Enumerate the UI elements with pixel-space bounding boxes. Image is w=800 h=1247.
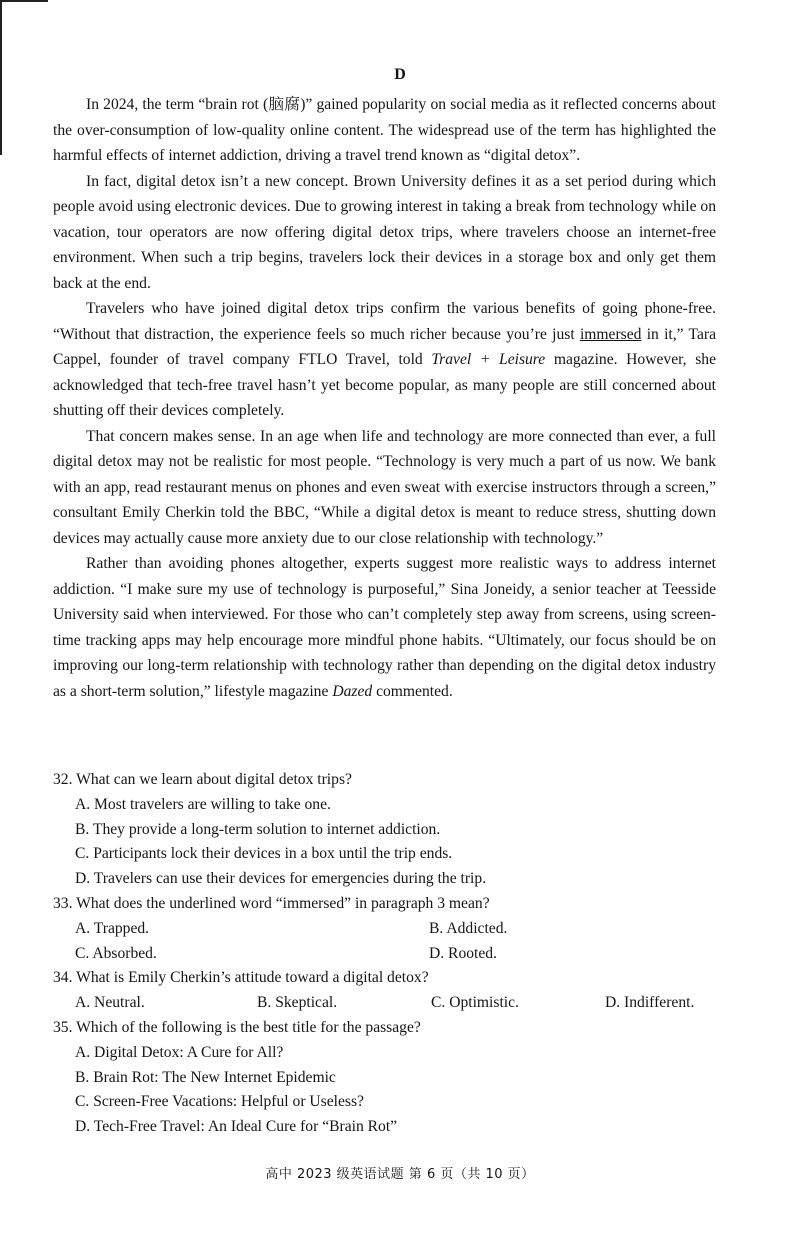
option-d: D. Travelers can use their devices for emergencies during the trip. (75, 870, 487, 888)
magazine-title: Travel + Leisure (431, 351, 546, 368)
option-c: C. Participants lock their devices in a box until the trip ends. (75, 845, 453, 863)
paragraph-3 (53, 296, 716, 424)
option-d: D. Tech-Free Travel: An Ideal Cure for “Brain Rot” (75, 1118, 398, 1136)
reading-passage (53, 92, 716, 704)
paragraph-3-text-c: magazine. However, she acknowledged that tech-free travel hasn’t yet become popular, as many people are still concerned about shutting off their devices completely. (53, 351, 717, 419)
question-34 (53, 966, 743, 1016)
option-c: C. Screen-Free Vacations: Helpful or Useless? (75, 1093, 364, 1111)
option-row (53, 991, 743, 1016)
option-d: D. Rooted. (429, 944, 498, 962)
option-a: A. Neutral. (75, 994, 145, 1012)
option-b: B. They provide a long-term solution to internet addiction. (75, 820, 441, 838)
paragraph-3-text-b: in it,” Tara Cappel, founder of travel company FTLO Travel, told (53, 325, 717, 368)
question-stem: 33. What does the underlined word “immersed” in paragraph 3 mean? (53, 894, 490, 912)
paragraph-1: In 2024, the term “brain rot (脑腐)” gained popularity on social media as it reflected concerns about the over-consumption of low-quality online content. The widespread use of the term has highlighted the harmful effects of internet addiction, driving a travel trend known as “digital detox”. (53, 96, 716, 164)
question-stem: 35. Which of the following is the best title for the passage? (53, 1018, 421, 1036)
option-c: C. Absorbed. (75, 944, 157, 962)
section-heading: D (394, 66, 406, 83)
question-32 (53, 768, 743, 892)
option-a: A. Most travelers are willing to take one. (75, 795, 331, 813)
question-stem: 32. What can we learn about digital detox trips? (53, 771, 352, 788)
page-footer: 高中 2023 级英语试题 第 6 页（共 10 页） (265, 1167, 535, 1182)
paragraph-5-text-b: commented. (372, 682, 453, 700)
question-35 (53, 1016, 743, 1140)
option-grid (53, 917, 743, 967)
option-b: B. Brain Rot: The New Internet Epidemic (75, 1068, 336, 1086)
question-stem: 34. What is Emily Cherkin’s attitude toward a digital detox? (53, 969, 429, 987)
option-b: B. Addicted. (429, 919, 508, 937)
option-a: A. Trapped. (75, 919, 150, 937)
paragraph-5 (53, 551, 716, 704)
paragraph-3-text-a: Travelers who have joined digital detox trips confirm the various benefits of going phone-free. “Without that distraction, the experience feels so much richer because you’re just (53, 300, 716, 343)
option-d: D. Indifferent. (605, 994, 695, 1012)
paragraph-5-text-a: Rather than avoiding phones altogether, experts suggest more realistic ways to address internet addiction. “I make sure my use of technology is purposeful,” Sina Joneidy, a senior teacher at Teesside University said when interviewed. For those who can’t completely step away from screens, using screen-time tracking apps may help encourage more mindful phone habits. “Ultimately, our focus should be on improving our long-term relationship with technology rather than depending on the digital detox industry as a short-term solution,” lifestyle magazine (53, 555, 716, 700)
question-33 (53, 892, 743, 966)
paragraph-4: That concern makes sense. In an age when life and technology are more connected than ever, a full digital detox may not be realistic for most people. “Technology is very much a part of us now. We bank with an app, read restaurant menus on phones and even sweat with exercise instructors through a screen,” consultant Emily Cherkin told the BBC, “While a digital detox is meant to reduce stress, shutting down devices may actually cause more anxiety due to our close relationship with technology.” (53, 427, 716, 547)
option-b: B. Skeptical. (257, 994, 338, 1012)
page-corner-line (0, 0, 48, 2)
question-list (53, 768, 743, 1140)
option-a: A. Digital Detox: A Cure for All? (75, 1043, 284, 1061)
option-c: C. Optimistic. (431, 994, 519, 1012)
underlined-word: immersed (579, 325, 642, 343)
magazine-name: Dazed (332, 682, 373, 700)
paragraph-2: In fact, digital detox isn’t a new concept. Brown University defines it as a set period during which people avoid using electronic devices. Due to growing interest in taking a break from technology while on vacation, tour operators are now offering digital detox trips, where travelers choose an internet-free environment. When such a trip begins, travelers lock their devices in a storage box and only get them back at the end. (53, 172, 716, 292)
